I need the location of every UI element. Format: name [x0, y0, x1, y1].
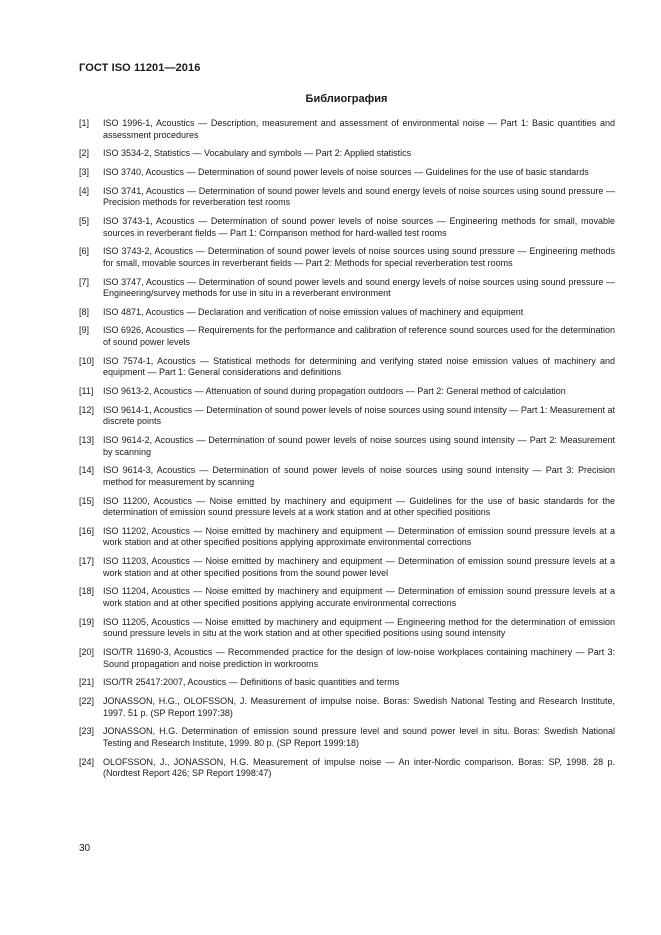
bibliography-entry	[79, 617, 615, 640]
bibliography-entry	[79, 216, 615, 239]
entry-text: ISO 3740, Acoustics — Determination of sound power levels of noise sources — Guidelines for the use of basic standards	[103, 166, 589, 177]
entry-text: ISO 11200, Acoustics — Noise emitted by machinery and equipment — Guidelines for the use of basic standards for the determination of emission sound pressure levels at a work station and at other specified positions	[103, 495, 615, 518]
bibliography-entry	[79, 757, 615, 780]
bibliography-entry	[79, 586, 615, 609]
bibliography-entry	[79, 526, 615, 549]
bibliography-entry	[79, 696, 615, 719]
entry-text: ISO 9613-2, Acoustics — Attenuation of sound during propagation outdoors — Part 2: General method of calculation	[103, 386, 566, 397]
bibliography-entry	[79, 465, 615, 488]
entry-text: ISO 6926, Acoustics — Requirements for the performance and calibration of reference sound sources used for the determination of sound power levels	[103, 325, 615, 348]
entry-number: [5]	[79, 215, 90, 226]
entry-number: [18]	[79, 586, 95, 597]
bibliography-entry	[79, 325, 615, 348]
entry-number: [14]	[79, 465, 95, 476]
bibliography-entry	[79, 186, 615, 209]
entry-number: [12]	[79, 404, 95, 415]
bibliography-entry	[79, 277, 615, 300]
entry-number: [22]	[79, 695, 95, 706]
entry-number: [3]	[79, 166, 90, 177]
entry-text: ISO 1996-1, Acoustics — Description, measurement and assessment of environmental noise — Part 1: Basic quantities and assessment procedures	[103, 118, 615, 140]
entry-number: [2]	[79, 148, 90, 159]
entry-number: [21]	[79, 677, 95, 688]
entry-text: ISO 11204, Acoustics — Noise emitted by machinery and equipment — Determination of emission sound pressure levels at a work station and at other specified positions applying accurate environmental corrections	[103, 586, 615, 608]
entry-number: [8]	[79, 306, 90, 317]
entry-number: [19]	[79, 616, 95, 627]
entry-text: JONASSON, H.G. Determination of emission sound pressure level and sound power level in situ. Boras: Swedish National Testing and Research Institute, 1999. 80 p. (SP Report 1999:18)	[103, 726, 615, 748]
entry-number: [20]	[79, 646, 95, 657]
entry-text: ISO 9614-1, Acoustics — Determination of sound power levels of noise sources using sound intensity — Part 1: Measurement at discrete points	[103, 404, 615, 427]
bibliography-entry	[79, 435, 615, 458]
page-number: 30	[79, 843, 91, 854]
entry-text: ISO 3534-2, Statistics — Vocabulary and symbols — Part 2: Applied statistics	[103, 148, 412, 159]
bibliography-entry	[79, 405, 615, 428]
entry-text: JONASSON, H.G., OLOFSSON, J. Measurement of impulse noise. Boras: Swedish National Testing and Research Institute, 1997. 51 p. (SP Report 1997:38)	[103, 695, 615, 718]
bibliography-entry	[79, 167, 615, 179]
bibliography-title: Библиография	[305, 93, 388, 105]
entry-number: [13]	[79, 435, 95, 445]
entry-text: ISO 11203, Acoustics — Noise emitted by machinery and equipment — Determination of emission sound pressure levels at a work station and at other specified positions from the sound power level	[103, 556, 615, 578]
entry-text: ISO 3743-1, Acoustics — Determination of sound power levels of noise sources — Engineering methods for small, movable sources in reverberant fields — Part 1: Comparison method for hard-walled test rooms	[103, 215, 615, 238]
entry-text: ISO 4871, Acoustics — Declaration and verification of noise emission values of machinery and equipment	[103, 306, 524, 317]
bibliography-entry	[79, 386, 615, 398]
entry-text: ISO/TR 11690-3, Acoustics — Recommended practice for the design of low-noise workplaces containing machinery — Part 3: Sound propagation and noise prediction in workrooms	[103, 646, 615, 669]
bibliography-entry	[79, 118, 615, 141]
entry-number: [1]	[79, 118, 90, 128]
bibliography-entry	[79, 726, 615, 749]
entry-text: ISO/TR 25417:2007, Acoustics — Definitions of basic quantities and terms	[103, 677, 400, 688]
bibliography-entry	[79, 496, 615, 519]
entry-text: ISO 3747, Acoustics — Determination of sound power levels and sound energy levels of noise sources using sound pressure — Engineering/survey methods for use in situ in a reverberant environment	[103, 276, 615, 299]
document-code: ГОСТ ISO 11201—2016	[79, 62, 201, 74]
bibliography-entry	[79, 677, 615, 689]
entry-number: [10]	[79, 355, 95, 366]
entry-text: ISO 3741, Acoustics — Determination of sound power levels and sound energy levels of noise sources using sound pressure — Precision methods for reverberation test rooms	[103, 185, 615, 208]
entry-text: ISO 3743-2, Acoustics — Determination of sound power levels of noise sources using sound pressure — Engineering methods for small, movable sources in reverberant fields — Part 2: Methods for special reverberation test rooms	[103, 246, 615, 268]
entry-text: ISO 11202, Acoustics — Noise emitted by machinery and equipment — Determination of emission sound pressure levels at a work station and at other specified positions applying approximate environmental corrections	[103, 525, 615, 548]
bibliography-entry	[79, 148, 615, 160]
entry-number: [6]	[79, 246, 90, 257]
bibliography-entry	[79, 246, 615, 269]
entry-number: [23]	[79, 726, 95, 737]
entry-text: ISO 9614-2, Acoustics — Determination of sound power levels of noise sources using sound intensity — Part 2: Measurement by scanning	[103, 435, 615, 457]
bibliography-entry	[79, 647, 615, 670]
section-title-wrapper	[0, 93, 661, 105]
bibliography-list	[79, 118, 615, 787]
entry-number: [17]	[79, 556, 95, 567]
entry-number: [9]	[79, 325, 90, 336]
entry-text: ISO 11205, Acoustics — Noise emitted by machinery and equipment — Engineering method for the determination of emission sound pressure levels in situ at the work station and at other specified positions using sound intensity	[103, 616, 615, 639]
bibliography-entry	[79, 307, 615, 319]
entry-number: [16]	[79, 525, 95, 536]
entry-number: [24]	[79, 756, 95, 767]
bibliography-entry	[79, 356, 615, 379]
entry-text: ISO 9614-3, Acoustics — Determination of sound power levels of noise sources using sound intensity — Part 3: Precision method for measurement by scanning	[103, 465, 615, 487]
entry-number: [11]	[79, 386, 94, 397]
entry-number: [4]	[79, 185, 90, 196]
entry-text: OLOFSSON, J., JONASSON, H.G. Measurement of impulse noise — An inter-Nordic comparison. Boras: SP, 1998. 28 p. (Nordtest Report 426; SP Report 1998:47)	[103, 756, 615, 779]
entry-number: [15]	[79, 495, 95, 506]
entry-number: [7]	[79, 276, 90, 287]
entry-text: ISO 7574-1, Acoustics — Statistical methods for determining and verifying stated noise emission values of machinery and equipment — Part 1: General considerations and definitions	[103, 355, 615, 378]
bibliography-entry	[79, 556, 615, 579]
